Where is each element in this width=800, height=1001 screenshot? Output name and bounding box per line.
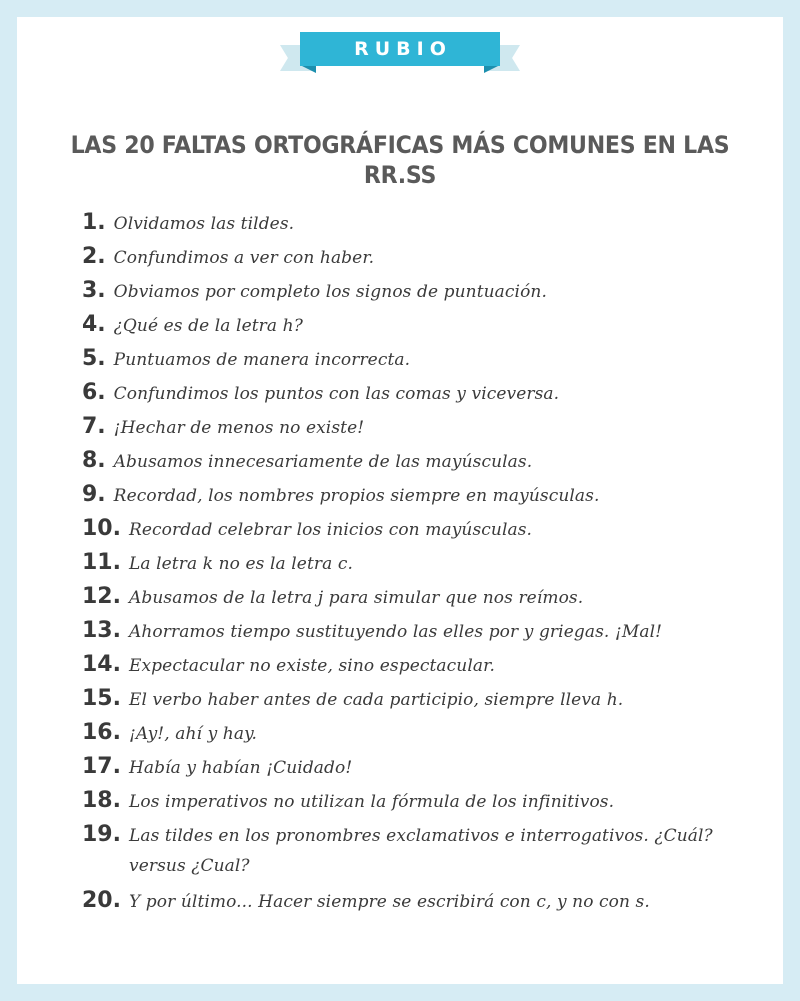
brand-ribbon	[280, 31, 520, 81]
item-text: ¡Ay!, ahí y hay.	[128, 724, 258, 744]
list-item	[82, 888, 742, 922]
item-text: ¡Hechar de menos no existe!	[113, 418, 365, 438]
item-number: 18.	[82, 788, 121, 813]
item-number: 20.	[82, 888, 121, 913]
item-number: 11.	[82, 550, 121, 575]
item-number: 4.	[82, 312, 106, 337]
item-number: 2.	[82, 244, 106, 269]
item-number: 13.	[82, 618, 121, 643]
list-item	[82, 516, 742, 550]
item-text: Ahorramos tiempo sustituyendo las elles por y griegas. ¡Mal!	[128, 622, 663, 642]
item-number: 19.	[82, 822, 121, 847]
list-item	[82, 652, 742, 686]
item-number: 14.	[82, 652, 121, 677]
list-item	[82, 550, 742, 584]
ribbon-label: RUBIO	[300, 32, 500, 66]
item-number: 1.	[82, 210, 106, 235]
item-text: La letra k no es la letra c.	[128, 554, 353, 574]
list-item	[82, 788, 742, 822]
item-number: 5.	[82, 346, 106, 371]
item-number: 7.	[82, 414, 106, 439]
item-text: Puntuamos de manera incorrecta.	[113, 350, 411, 370]
item-number: 6.	[82, 380, 106, 405]
item-text: Abusamos innecesariamente de las mayúsculas.	[113, 452, 533, 472]
item-text: Expectacular no existe, sino espectacular.	[128, 656, 495, 676]
item-text: Recordad celebrar los inicios con mayúsculas.	[128, 520, 533, 540]
item-number: 16.	[82, 720, 121, 745]
list-item	[82, 448, 742, 482]
item-text: Obviamos por completo los signos de puntuación.	[113, 282, 547, 302]
list-item	[82, 278, 742, 312]
item-text: Recordad, los nombres propios siempre en mayúsculas.	[113, 486, 600, 506]
list-item	[82, 822, 742, 874]
page-title: LAS 20 FALTAS ORTOGRÁFICAS MÁS COMUNES EN LAS RR.SS	[70, 131, 730, 189]
item-text: Olvidamos las tildes.	[113, 214, 295, 234]
item-text: Las tildes en los pronombres exclamativos e interrogativos. ¿Cuál? versus ¿Cual?	[128, 826, 713, 876]
list-item	[82, 312, 742, 346]
list-item	[82, 686, 742, 720]
list-item	[82, 720, 742, 754]
list-item	[82, 346, 742, 380]
item-number: 12.	[82, 584, 121, 609]
list-item	[82, 482, 742, 516]
item-text: Confundimos a ver con haber.	[113, 248, 375, 268]
list-item	[82, 584, 742, 618]
mistakes-list	[82, 210, 742, 922]
item-number: 10.	[82, 516, 121, 541]
item-text: ¿Qué es de la letra h?	[113, 316, 303, 336]
item-text: Los imperativos no utilizan la fórmula de los infinitivos.	[128, 792, 615, 812]
item-text: Y por último... Hacer siempre se escribirá con c, y no con s.	[128, 892, 650, 912]
list-item	[82, 244, 742, 278]
item-number: 3.	[82, 278, 106, 303]
list-item	[82, 414, 742, 448]
item-number: 9.	[82, 482, 106, 507]
item-number: 8.	[82, 448, 106, 473]
list-item	[82, 380, 742, 414]
list-item	[82, 618, 742, 652]
item-number: 15.	[82, 686, 121, 711]
item-text: Había y habían ¡Cuidado!	[128, 758, 353, 778]
list-item	[82, 210, 742, 244]
list-item	[82, 754, 742, 788]
item-text: El verbo haber antes de cada participio, siempre lleva h.	[128, 690, 624, 710]
item-number: 17.	[82, 754, 121, 779]
item-text: Confundimos los puntos con las comas y viceversa.	[113, 384, 560, 404]
item-text: Abusamos de la letra j para simular que nos reímos.	[128, 588, 584, 608]
